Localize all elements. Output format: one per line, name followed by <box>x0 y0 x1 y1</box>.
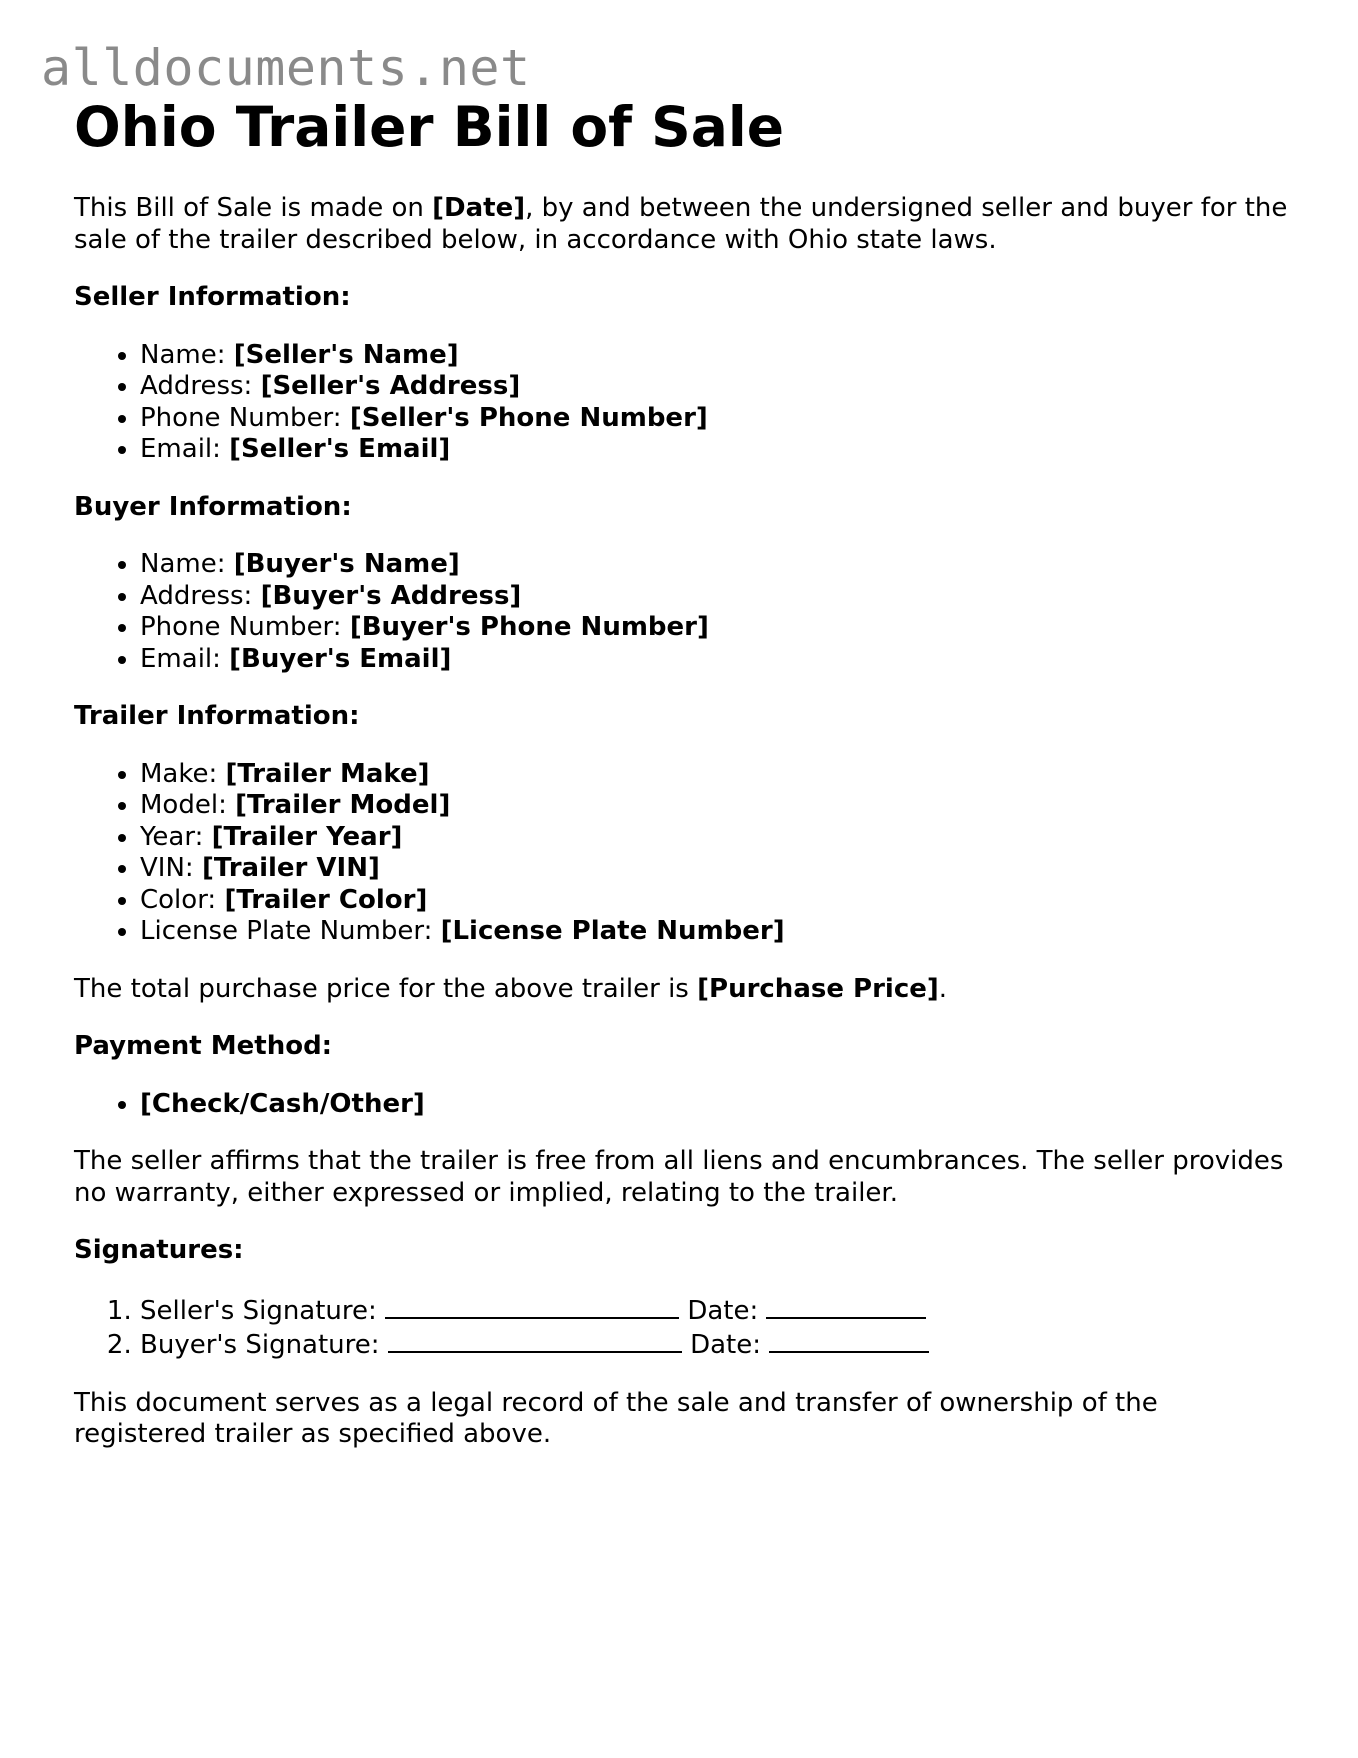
intro-text-end: , by and between the undersigned seller and buyer for the sale of the trailer described below, in accordance with Ohio state laws. <box>74 193 1288 255</box>
signature-line[interactable] <box>388 1327 682 1353</box>
date-field: [Date] <box>432 193 526 223</box>
list-item <box>140 822 1294 854</box>
field-value: [Seller's Name] <box>233 339 459 370</box>
field-label: VIN: <box>140 853 202 883</box>
list-item <box>140 759 1294 791</box>
signature-item <box>140 1327 1294 1362</box>
closing-paragraph: This document serves as a legal record of the sale and transfer of ownership of the registered trailer as specified above. <box>74 1387 1158 1449</box>
watermark: alldocuments.net <box>41 39 531 97</box>
field-value: [Buyer's Name] <box>233 549 460 579</box>
intro-text-start: This Bill of Sale is made on <box>74 193 433 223</box>
list-item <box>140 1089 1294 1121</box>
list-item <box>140 581 1294 613</box>
list-item <box>140 612 1294 644</box>
list-item <box>140 853 1294 885</box>
list-item <box>140 885 1294 917</box>
list-item <box>140 340 1294 372</box>
field-value: [Seller's Phone Number] <box>349 402 708 433</box>
field-value: [Trailer VIN] <box>201 853 380 883</box>
intro-paragraph <box>74 193 1294 256</box>
date-line[interactable] <box>766 1293 926 1319</box>
date-line[interactable] <box>769 1327 929 1353</box>
list-item <box>140 403 1294 435</box>
buyer-list <box>74 549 1294 675</box>
document-body <box>74 92 1294 1451</box>
field-value: [Buyer's Email] <box>229 643 452 674</box>
signature-label: Buyer's Signature: <box>140 1330 388 1360</box>
field-label: Phone Number: <box>140 402 350 433</box>
signature-line[interactable] <box>385 1293 679 1319</box>
warranty-paragraph: The seller affirms that the trailer is free from all liens and encumbrances. The seller provides no warranty, either expressed or implied, relating to the trailer. <box>74 1146 1284 1208</box>
field-label: Address: <box>140 580 261 611</box>
payment-heading: Payment Method: <box>74 1031 333 1061</box>
trailer-list <box>74 759 1294 948</box>
price-paragraph <box>74 974 1294 1006</box>
signature-label: Seller's Signature: <box>140 1295 386 1326</box>
page-title: Ohio Trailer Bill of Sale <box>74 95 785 159</box>
field-label: Email: <box>140 643 230 674</box>
signatures-heading: Signatures: <box>74 1235 244 1265</box>
field-value: [Buyer's Address] <box>260 580 522 611</box>
buyer-heading: Buyer Information: <box>74 491 352 522</box>
field-label: Name: <box>140 339 234 370</box>
field-value: [Seller's Email] <box>229 434 451 464</box>
list-item <box>140 790 1294 822</box>
field-label: Color: <box>140 884 225 915</box>
signature-item <box>140 1293 1294 1328</box>
signatures-list <box>74 1293 1294 1362</box>
field-value: [License Plate Number] <box>440 916 785 946</box>
field-label: Model: <box>140 790 236 820</box>
field-label: Name: <box>140 549 234 579</box>
field-value: [Trailer Make] <box>225 758 430 789</box>
purchase-price-field: [Purchase Price] <box>697 973 939 1004</box>
payment-method-field: [Check/Cash/Other] <box>140 1088 425 1119</box>
field-value: [Trailer Color] <box>224 884 428 915</box>
trailer-heading: Trailer Information: <box>74 701 360 731</box>
field-value: [Buyer's Phone Number] <box>349 612 709 642</box>
field-label: Email: <box>140 434 230 464</box>
field-label: Year: <box>140 821 212 852</box>
price-text-end: . <box>938 973 948 1004</box>
field-label: Make: <box>140 758 226 789</box>
field-value: [Trailer Model] <box>235 790 451 820</box>
field-label: Phone Number: <box>140 612 350 642</box>
date-label: Date: <box>687 1295 767 1326</box>
list-item <box>140 434 1294 466</box>
seller-heading: Seller Information: <box>74 282 351 312</box>
list-item <box>140 916 1294 948</box>
list-item <box>140 644 1294 676</box>
list-item <box>140 549 1294 581</box>
field-label: Address: <box>140 371 261 401</box>
payment-list <box>74 1089 1294 1121</box>
field-value: [Seller's Address] <box>260 371 521 401</box>
price-text-start: The total purchase price for the above trailer is <box>74 973 698 1004</box>
list-item <box>140 371 1294 403</box>
date-label: Date: <box>690 1330 770 1360</box>
field-value: [Trailer Year] <box>211 821 403 852</box>
field-label: License Plate Number: <box>140 916 441 946</box>
seller-list <box>74 340 1294 466</box>
